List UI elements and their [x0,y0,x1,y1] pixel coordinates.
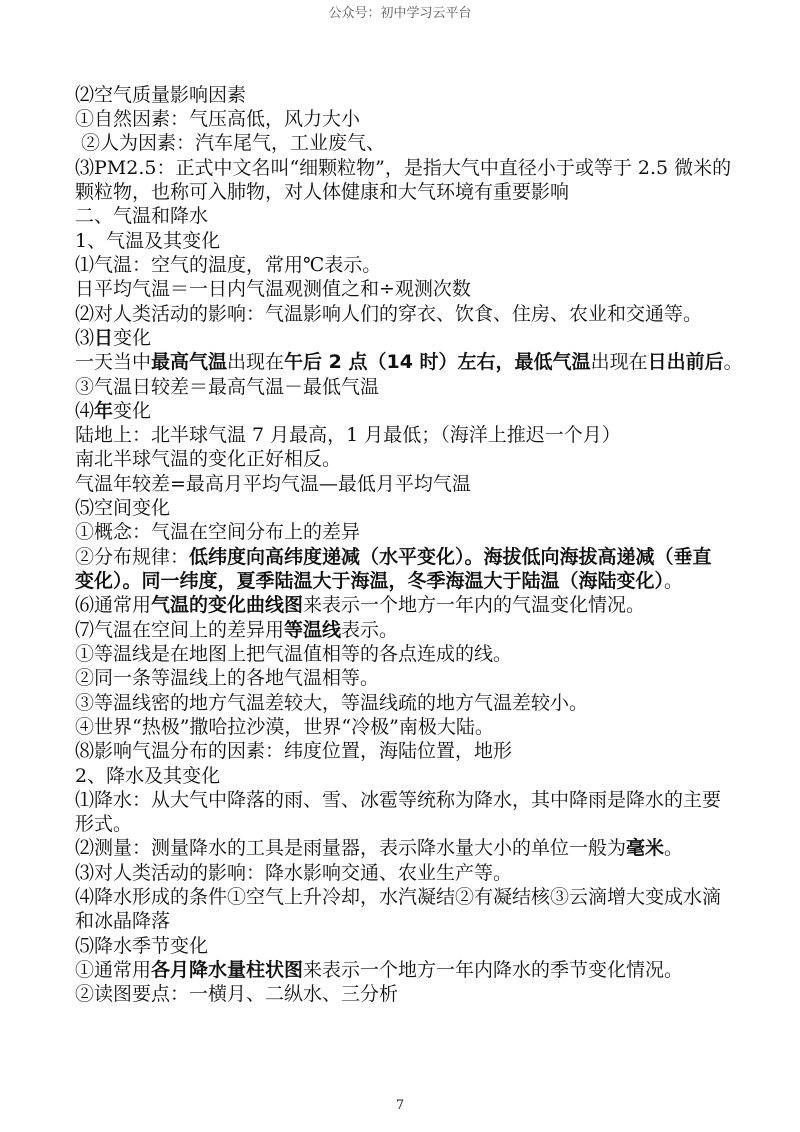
text-line [75,423,765,447]
line-text: ⑶对人类活动的影响：降水影响交通、农业生产等。 [75,861,513,884]
text-line [75,642,765,666]
text-line [75,350,765,374]
subsection-heading [75,229,765,253]
text-line [75,885,765,909]
line-text: 出现在 [227,351,285,374]
text-line [75,131,765,155]
line-text: 来表示一个地方一年内降水的季节变化情况。 [303,959,684,982]
text-line [75,861,765,885]
bold-text: 各月降水量柱状图 [151,959,304,982]
text-line [75,277,765,301]
line-text: ⑵测量：测量降水的工具是雨量器，表示降水量大小的单位一般为 [75,837,627,860]
line-text: ①概念：气温在空间分布上的差异 [75,521,361,544]
line-text: ①自然因素：气压高低，风力大小 [75,108,361,131]
text-line [75,302,765,326]
text-line [75,836,765,860]
text-line [75,545,765,569]
line-text: ⑴降水：从大气中降落的雨、雪、冰雹等统称为降水，其中降雨是降水的主要 [75,788,722,811]
line-text: ④世界“热极”撒哈拉沙漠，世界“冷极”南极大陆。 [75,715,494,738]
line-text: ⑵空气质量影响因素 [75,83,247,106]
text-line [75,326,765,350]
line-text: ⑺气温在空间上的差异用 [75,618,285,641]
line-text: 。 [664,837,684,860]
text-line [75,520,765,544]
text-line [75,958,765,982]
line-text: ⑵对人类活动的影响：气温影响人们的穿衣、饮食、住房、农业和交通等。 [75,302,703,325]
line-text: 来表示一个地方一年内的气温变化情况。 [303,594,646,617]
line-text: ⑹通常用 [75,594,152,617]
line-text: ⑷降水形成的条件①空气上升冷却，水汽凝结②有凝结核③云滴增大变成水滴 [75,886,722,909]
line-text: 和冰晶降落 [75,910,171,933]
line-text: 气温年较差=最高月平均气温—最低月平均气温 [75,472,471,495]
bold-text: 日出前后 [647,351,724,374]
line-text: 日平均气温＝一日内气温观测值之和÷观测次数 [75,278,471,301]
line-text: 陆地上：北半球气温 7 月最高，1 月最低；（海洋上推迟一个月） [75,424,621,447]
line-text: 二、气温和降水 [75,205,209,228]
bold-text: 日 [94,326,114,349]
text-line [75,934,765,958]
text-line [75,593,765,617]
text-line [75,180,765,204]
bold-text: 年 [94,399,114,422]
line-text: ⑸降水季节变化 [75,934,209,957]
section-heading [75,204,765,228]
line-text: ②人为因素：汽车尾气，工业废气、 [75,132,386,155]
line-text: 变化 [113,326,152,349]
line-text: ③等温线密的地方气温差较大，等温线疏的地方气温差较小。 [75,691,589,714]
text-line [75,399,765,423]
line-text: ②读图要点：一横月、二纵水、三分析 [75,983,399,1006]
text-line [75,812,765,836]
text-line [75,83,765,107]
text-line [75,618,765,642]
bold-text: 毫米 [626,837,665,860]
line-text: 一天当中 [75,351,152,374]
page-number: 7 [395,1098,405,1113]
text-line [75,156,765,180]
line-text: 变化 [113,399,152,422]
line-text: ⑴气温：空气的温度，常用℃表示。 [75,253,382,276]
text-line [75,788,765,812]
line-text: ⑶PM2.5：正式中文名叫“细颗粒物”，是指大气中直径小于或等于 2.5 微米的 [75,156,732,179]
text-line [75,739,765,763]
bold-text: 最高气温 [151,351,228,374]
line-text: ①通常用 [75,959,152,982]
text-line [75,447,765,471]
bold-text: 变化）。同一纬度，夏季陆温大于海温，冬季海温大于陆温（海陆变化） [75,570,665,593]
line-text: ⑻影响气温分布的因素：纬度位置，海陆位置，地形 [75,740,513,763]
page-header: 公众号：初中学习云平台 [328,6,472,21]
line-text: ⑸空间变化 [75,497,171,520]
line-text: 南北半球气温的变化正好相反。 [75,448,342,471]
line-text: 2、降水及其变化 [75,764,221,787]
text-line [75,982,765,1006]
text-line [75,666,765,690]
line-text: ①等温线是在地图上把气温值相等的各点连成的线。 [75,642,513,665]
line-text: ⑶ [75,326,95,349]
line-text: ②同一条等温线上的各地气温相等。 [75,667,380,690]
line-text: ③气温日较差＝最高气温－最低气温 [75,375,380,398]
line-text: 形式。 [75,813,133,836]
subsection-heading [75,764,765,788]
text-line [75,715,765,739]
text-line [75,472,765,496]
bold-text: 低纬度向高纬度递减（水平变化）。海拔低向海拔高递减（垂直 [189,545,712,568]
text-line [75,496,765,520]
line-text: ②分布规律： [75,545,190,568]
text-line [75,375,765,399]
line-text: ⑷ [75,399,95,422]
page-body [75,83,765,1007]
text-line [75,569,765,593]
bold-text: 等温线 [284,618,342,641]
text-line [75,253,765,277]
text-line [75,107,765,131]
bold-text: 午后 2 点（14 时）左右，最低气温 [284,351,591,374]
text-line [75,909,765,933]
line-text: 表示。 [341,618,399,641]
line-text: 1、气温及其变化 [75,229,221,252]
line-text: 。 [723,351,743,374]
line-text: 颗粒物，也称可入肺物，对人体健康和大气环境有重要影响 [75,181,570,204]
text-line [75,691,765,715]
bold-text: 气温的变化曲线图 [151,594,304,617]
line-text: 出现在 [590,351,648,374]
line-text: 。 [664,570,684,593]
